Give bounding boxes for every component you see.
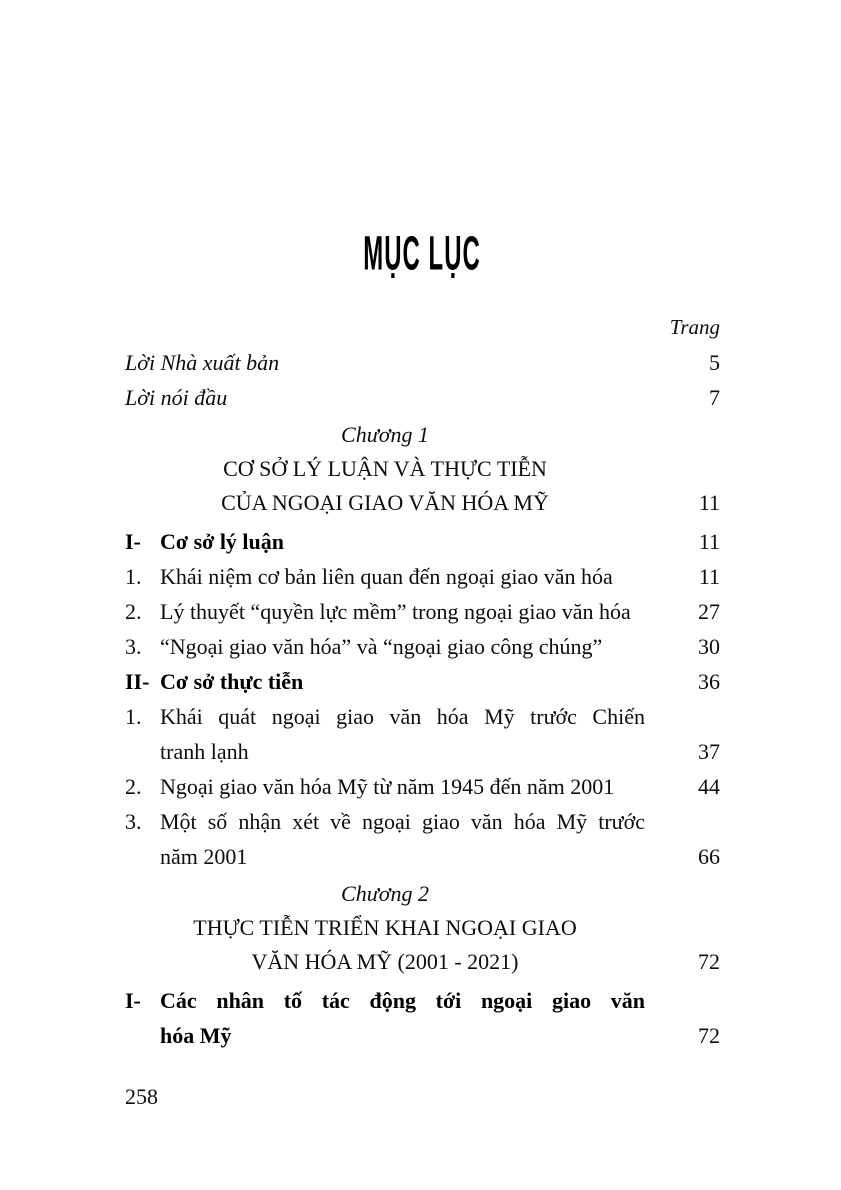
toc-entry-c1-II-3 — [125, 804, 720, 874]
toc-entry-c1-1 — [125, 559, 720, 594]
chapter1-entries — [125, 524, 720, 874]
entry-page-number: 11 — [698, 564, 720, 589]
entry-label-line1: Một số nhận xét về ngoại giao văn hóa Mỹ trước — [160, 809, 645, 834]
chapter1-label-row — [125, 418, 720, 452]
entry-page-number: 66 — [698, 844, 720, 869]
chapter2-label: Chương 2 — [341, 881, 429, 906]
toc-entry-publisher-note — [125, 345, 720, 380]
entry-page-number: 36 — [698, 669, 720, 694]
entry-label — [160, 804, 645, 874]
toc-content — [125, 0, 720, 1114]
entry-marker: I- — [125, 988, 141, 1013]
page-title: MỤC LỤC — [363, 225, 482, 281]
entry-page-number: 11 — [698, 529, 720, 554]
entry-label: Khái niệm cơ bản liên quan đến ngoại giao văn hóa — [160, 564, 613, 589]
entry-label: Cơ sở lý luận — [160, 529, 285, 554]
chapter1-label: Chương 1 — [341, 422, 429, 447]
entry-label-line2: năm 2001 — [160, 844, 248, 869]
chapter1-page-number: 11 — [698, 490, 720, 515]
entry-page-number: 5 — [709, 350, 720, 375]
entry-label-line2: tranh lạnh — [160, 739, 249, 764]
chapter2-entries — [125, 983, 720, 1053]
entry-page-number: 72 — [698, 1023, 720, 1048]
folio-page-number: 258 — [125, 1084, 158, 1109]
entry-marker: 3. — [125, 634, 142, 659]
entry-label: Cơ sở thực tiễn — [160, 669, 304, 694]
toc-entry-c1-II — [125, 664, 720, 699]
page-column-header-row — [125, 310, 720, 345]
entry-marker: 2. — [125, 774, 142, 799]
toc-entry-c1-II-2 — [125, 769, 720, 804]
entry-page-number: 37 — [698, 739, 720, 764]
entry-label — [160, 983, 645, 1053]
entry-label: Lời Nhà xuất bản — [125, 350, 280, 375]
entry-label: Ngoại giao văn hóa Mỹ từ năm 1945 đến năm 2001 — [160, 774, 615, 799]
entry-marker: 1. — [125, 564, 142, 589]
entry-marker: 1. — [125, 704, 142, 729]
page-column-header: Trang — [669, 315, 720, 339]
toc-entry-c1-II-1 — [125, 699, 720, 769]
entry-marker: II- — [125, 669, 150, 694]
chapter2-page-number: 72 — [698, 949, 720, 974]
folio-row — [125, 1079, 720, 1114]
chapter1-title-line1: CƠ SỞ LÝ LUẬN VÀ THỰC TIỄN — [223, 456, 547, 481]
entry-page-number: 30 — [698, 634, 720, 659]
chapter2-title-line2: VĂN HÓA MỸ (2001 - 2021) — [251, 949, 519, 974]
chapter2-title-line2-row — [125, 945, 720, 979]
chapter2-title-line1-row — [125, 911, 720, 945]
chapter1-title-line2-row — [125, 486, 720, 520]
page-title-row — [125, 225, 720, 281]
toc-entry-c2-I — [125, 983, 720, 1053]
entry-label-line1: Khái quát ngoại giao văn hóa Mỹ trước Chiến — [160, 704, 645, 729]
entry-label: “Ngoại giao văn hóa” và “ngoại giao công chúng” — [160, 634, 603, 659]
chapter2-label-row — [125, 877, 720, 911]
entry-marker: I- — [125, 529, 141, 554]
toc-entry-c1-I — [125, 524, 720, 559]
entry-page-number: 44 — [698, 774, 720, 799]
entry-page-number: 7 — [709, 385, 720, 410]
toc-entry-c1-3 — [125, 629, 720, 664]
chapter1-title-line2: CỦA NGOẠI GIAO VĂN HÓA MỸ — [221, 490, 549, 515]
entry-label — [160, 699, 645, 769]
entry-marker: 3. — [125, 809, 142, 834]
entry-label-line1: Các nhân tố tác động tới ngoại giao văn — [160, 988, 645, 1013]
entry-label-line2: hóa Mỹ — [160, 1023, 232, 1048]
entry-label: Lời nói đầu — [125, 385, 228, 410]
chapter2-title-line1: THỰC TIỄN TRIỂN KHAI NGOẠI GIAO — [193, 915, 577, 940]
entry-marker: 2. — [125, 599, 142, 624]
entry-label: Lý thuyết “quyền lực mềm” trong ngoại giao văn hóa — [160, 599, 631, 624]
chapter1-title-line1-row — [125, 452, 720, 486]
toc-entry-c1-2 — [125, 594, 720, 629]
entry-page-number: 27 — [698, 599, 720, 624]
toc-entry-foreword — [125, 380, 720, 415]
